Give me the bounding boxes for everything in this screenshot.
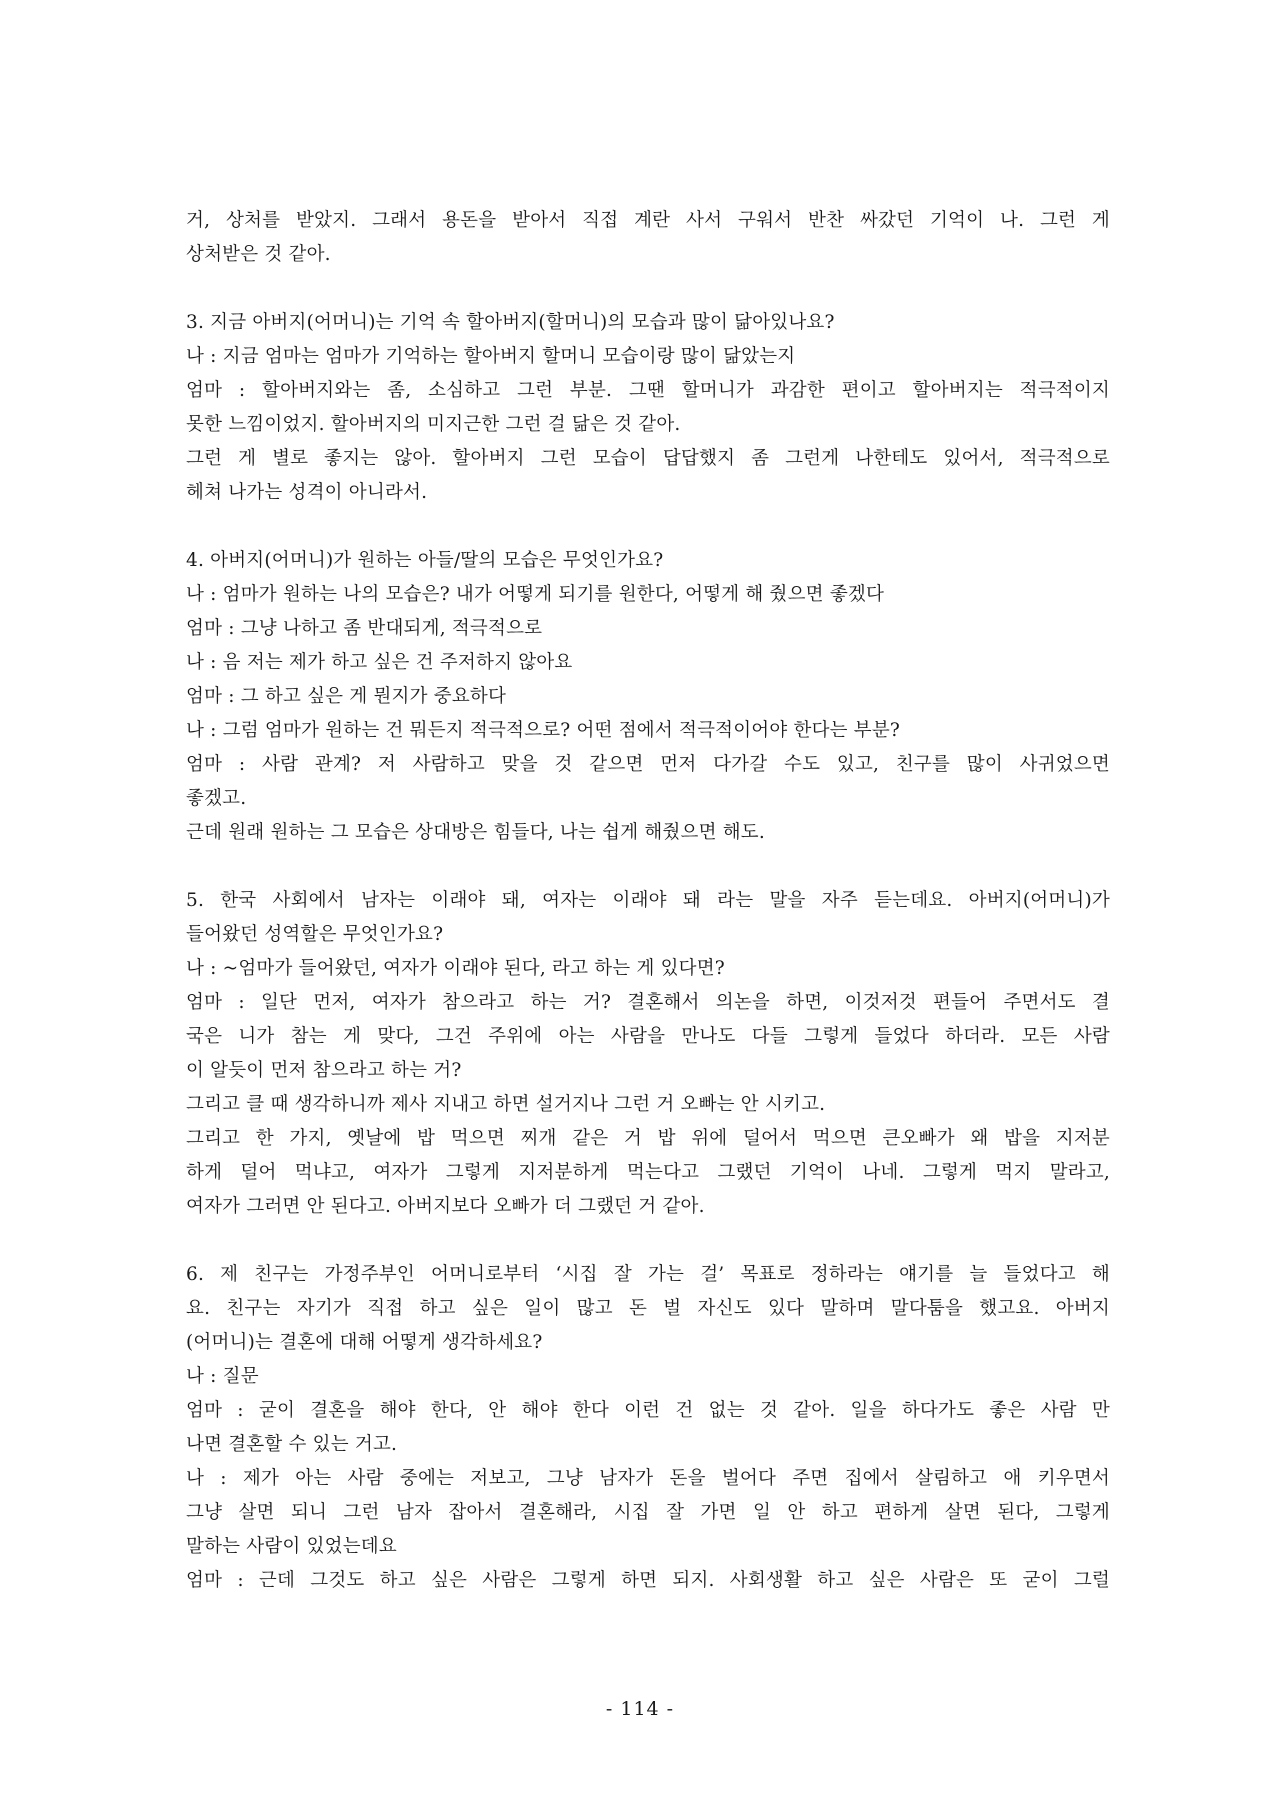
text-line: 엄마 : 일단 먼저, 여자가 참으라고 하는 거? 결혼해서 의논을 하면, 이것저것 편들어 주면서도 결 — [186, 992, 1110, 1013]
page-number: - 114 - — [605, 1698, 675, 1720]
paragraph — [186, 306, 1110, 510]
paragraph-spacer — [186, 1224, 1110, 1258]
text-line: 6. 제 친구는 가정주부인 어머니로부터 ‘시집 잘 가는 걸’ 목표로 정하라는 얘기를 늘 들었다고 해 — [186, 1264, 1110, 1285]
text-line: 좋겠고. — [186, 788, 247, 809]
text-line: 엄마 : 그냥 나하고 좀 반대되게, 적극적으로 — [186, 618, 543, 639]
text-line: 나면 결혼할 수 있는 거고. — [186, 1434, 398, 1455]
text-line: 엄마 : 할아버지와는 좀, 소심하고 그런 부분. 그땐 할머니가 과감한 편이고 할아버지는 적극적이지 — [186, 380, 1110, 401]
text-line: 4. 아버지(어머니)가 원하는 아들/딸의 모습은 무엇인가요? — [186, 550, 664, 571]
paragraph-spacer — [186, 510, 1110, 544]
text-line: 이 알듯이 먼저 참으라고 하는 거? — [186, 1060, 462, 1081]
text-line: 나 : 음 저는 제가 하고 싶은 건 주저하지 않아요 — [186, 652, 573, 673]
text-line: 나 : 질문 — [186, 1366, 259, 1387]
text-line: 나 : 제가 아는 사람 중에는 저보고, 그냥 남자가 돈을 벌어다 주면 집에서 살림하고 애 키우면서 — [186, 1468, 1110, 1489]
text-line: 요. 친구는 자기가 직접 하고 싶은 일이 많고 돈 벌 자신도 있다 말하며 말다툼을 했고요. 아버지 — [186, 1298, 1110, 1319]
paragraph — [186, 884, 1110, 1224]
text-line: (어머니)는 결혼에 대해 어떻게 생각하세요? — [186, 1332, 543, 1353]
paragraph-spacer — [186, 850, 1110, 884]
text-line: 거, 상처를 받았지. 그래서 용돈을 받아서 직접 계란 사서 구워서 반찬 싸갔던 기억이 나. 그런 게 — [186, 210, 1110, 231]
paragraph-spacer — [186, 272, 1110, 306]
text-line: 들어왔던 성역할은 무엇인가요? — [186, 924, 444, 945]
text-line: 헤쳐 나가는 성격이 아니라서. — [186, 482, 428, 503]
text-line: 엄마 : 굳이 결혼을 해야 한다, 안 해야 한다 이런 건 없는 것 같아. 일을 하다가도 좋은 사람 만 — [186, 1400, 1110, 1421]
document-body — [186, 204, 1110, 1598]
text-line: 나 : 엄마가 원하는 나의 모습은? 내가 어떻게 되기를 원한다, 어떻게 해 줬으면 좋겠다 — [186, 584, 885, 605]
paragraph — [186, 1258, 1110, 1598]
text-line: 여자가 그러면 안 된다고. 아버지보다 오빠가 더 그랬던 거 같아. — [186, 1196, 705, 1217]
text-line: 근데 원래 원하는 그 모습은 상대방은 힘들다, 나는 쉽게 해줬으면 해도. — [186, 822, 765, 843]
text-line: 그리고 클 때 생각하니까 제사 지내고 하면 설거지나 그런 거 오빠는 안 시키고. — [186, 1094, 826, 1115]
text-line: 말하는 사람이 있었는데요 — [186, 1536, 397, 1557]
text-line: 국은 니가 참는 게 맞다, 그건 주위에 아는 사람을 만나도 다들 그렇게 들었다 하더라. 모든 사람 — [186, 1026, 1110, 1047]
text-line: 3. 지금 아버지(어머니)는 기억 속 할아버지(할머니)의 모습과 많이 닮아있나요? — [186, 312, 835, 333]
paragraph — [186, 544, 1110, 850]
text-line: 엄마 : 사람 관계? 저 사람하고 맞을 것 같으면 먼저 다가갈 수도 있고, 친구를 많이 사귀었으면 — [186, 754, 1110, 775]
paragraph — [186, 204, 1110, 272]
text-line: 하게 덜어 먹냐고, 여자가 그렇게 지저분하게 먹는다고 그랬던 기억이 나네. 그렇게 먹지 말라고, — [186, 1162, 1110, 1183]
text-line: 나 : ~엄마가 들어왔던, 여자가 이래야 된다, 라고 하는 게 있다면? — [186, 958, 725, 979]
text-line: 그리고 한 가지, 옛날에 밥 먹으면 찌개 같은 거 밥 위에 덜어서 먹으면 큰오빠가 왜 밥을 지저분 — [186, 1128, 1110, 1149]
text-line: 엄마 : 그 하고 싶은 게 뭔지가 중요하다 — [186, 686, 507, 707]
text-line: 그런 게 별로 좋지는 않아. 할아버지 그런 모습이 답답했지 좀 그런게 나한테도 있어서, 적극적으로 — [186, 448, 1110, 469]
text-line: 상처받은 것 같아. — [186, 244, 331, 265]
text-line: 나 : 지금 엄마는 엄마가 기억하는 할아버지 할머니 모습이랑 많이 닮았는지 — [186, 346, 796, 367]
text-line: 엄마 : 근데 그것도 하고 싶은 사람은 그렇게 하면 되지. 사회생활 하고 싶은 사람은 또 굳이 그럴 — [186, 1570, 1110, 1591]
text-line: 그냥 살면 되니 그런 남자 잡아서 결혼해라, 시집 잘 가면 일 안 하고 편하게 살면 된다, 그렇게 — [186, 1502, 1110, 1523]
text-line: 나 : 그럼 엄마가 원하는 건 뭐든지 적극적으로? 어떤 점에서 적극적이어야 한다는 부분? — [186, 720, 901, 741]
text-line: 못한 느낌이었지. 할아버지의 미지근한 그런 걸 닮은 것 같아. — [186, 414, 681, 435]
text-line: 5. 한국 사회에서 남자는 이래야 돼, 여자는 이래야 돼 라는 말을 자주 듣는데요. 아버지(어머니)가 — [186, 890, 1110, 911]
